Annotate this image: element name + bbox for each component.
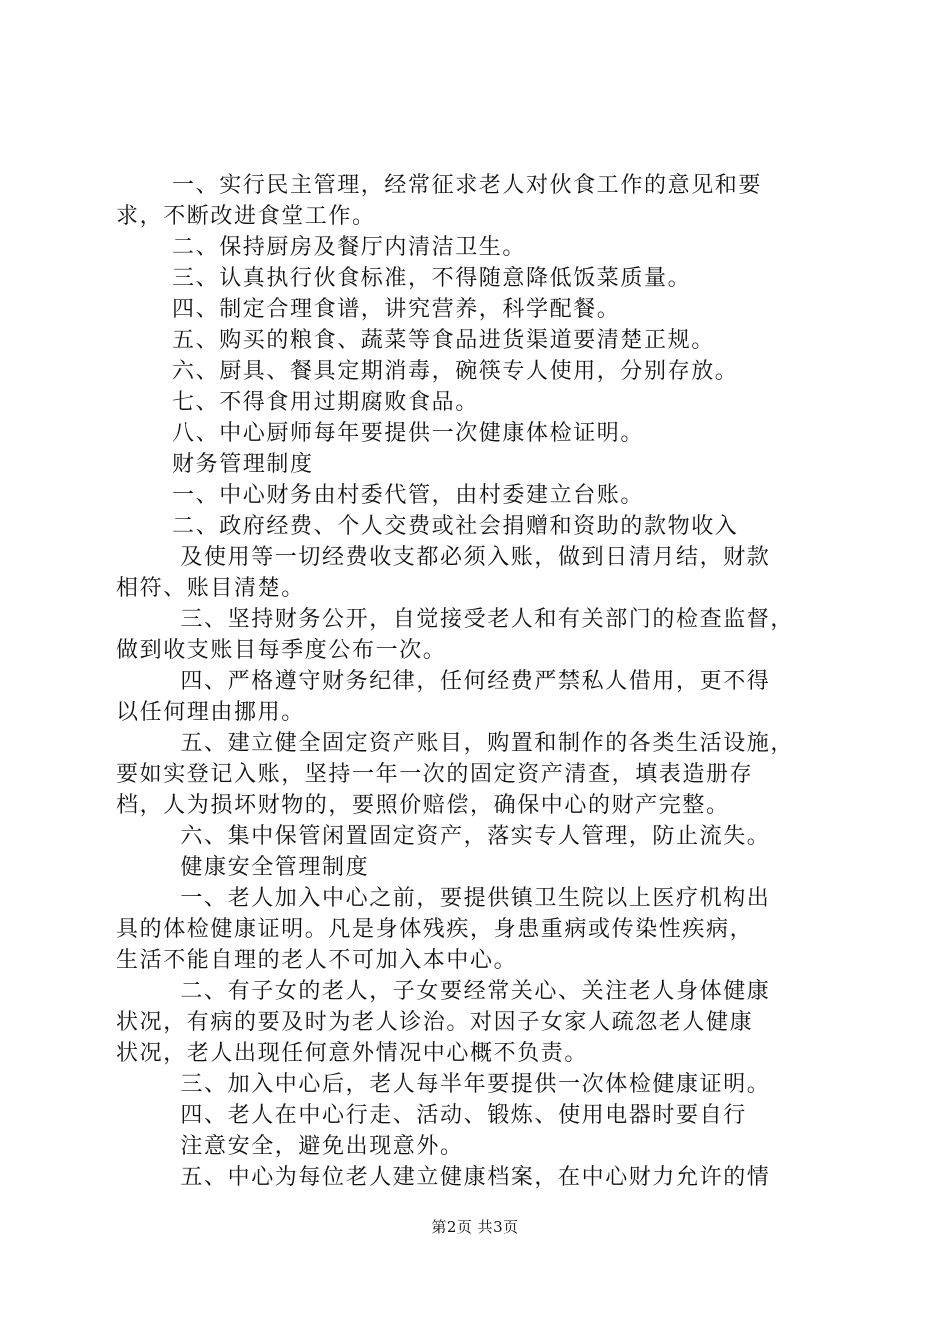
text-line: 档，人为损坏财物的，要照价赔偿，确保中心的财产完整。 — [116, 793, 730, 818]
text-line: 及使用等一切经费收支都必须入账，做到日清月结，财款 — [180, 545, 771, 570]
text-line: 一、老人加入中心之前，要提供镇卫生院以上医疗机构出 — [180, 886, 771, 911]
text-line: 状况，有病的要及时为老人诊治。对因子女家人疏忽老人健康 — [116, 1010, 754, 1035]
text-line: 五、建立健全固定资产账目，购置和制作的各类生活设施， — [180, 731, 794, 756]
page-footer: 第2页 共3页 — [431, 1218, 519, 1236]
text-line: 五、购买的粮食、蔬菜等食品进货渠道要清楚正规。 — [172, 328, 715, 353]
text-line: 四、制定合理食谱，讲究营养，科学配餐。 — [172, 297, 621, 322]
text-line: 七、不得食用过期腐败食品。 — [172, 390, 479, 415]
text-line: 三、认真执行伙食标准，不得随意降低饭菜质量。 — [172, 266, 692, 291]
text-line: 四、老人在中心行走、活动、锻炼、使用电器时要自行 — [180, 1103, 747, 1128]
text-line: 一、实行民主管理，经常征求老人对伙食工作的意见和要 — [172, 173, 763, 198]
text-line: 六、厨具、餐具定期消毒，碗筷专人使用，分别存放。 — [172, 359, 739, 384]
text-line: 注意安全，避免出现意外。 — [180, 1134, 464, 1159]
text-line: 八、中心厨师每年要提供一次健康体检证明。 — [172, 421, 645, 446]
text-line: 二、政府经费、个人交费或社会捐赠和资助的款物收入 — [172, 514, 739, 539]
text-line: 财务管理制度 — [172, 452, 314, 477]
text-line: 相符、账目清楚。 — [116, 576, 305, 601]
text-line: 健康安全管理制度 — [180, 855, 370, 880]
text-line: 六、集中保管闲置固定资产，落实专人管理，防止流失。 — [180, 824, 771, 849]
text-line: 二、有子女的老人，子女要经常关心、关注老人身体健康 — [180, 979, 771, 1004]
text-line: 以任何理由挪用。 — [116, 700, 305, 725]
text-line: 三、加入中心后，老人每半年要提供一次体检健康证明。 — [180, 1072, 771, 1097]
text-line: 三、坚持财务公开，自觉接受老人和有关部门的检查监督， — [180, 607, 794, 632]
text-line: 四、严格遵守财务纪律，任何经费严禁私人借用，更不得 — [180, 669, 771, 694]
text-line: 求，不断改进食堂工作。 — [116, 204, 376, 229]
text-line: 具的体检健康证明。凡是身体残疾，身患重病或传染性疾病， — [116, 917, 754, 942]
document-body — [116, 170, 836, 1193]
text-line: 二、保持厨房及餐厅内清洁卫生。 — [172, 235, 527, 260]
text-line: 做到收支账目每季度公布一次。 — [116, 638, 447, 663]
text-line: 状况，老人出现任何意外情况中心概不负责。 — [116, 1041, 589, 1066]
text-line: 一、中心财务由村委代管，由村委建立台账。 — [172, 483, 645, 508]
text-line: 生活不能自理的老人不可加入本中心。 — [116, 948, 518, 973]
text-line: 五、中心为每位老人建立健康档案，在中心财力允许的情 — [180, 1165, 771, 1190]
text-line: 要如实登记入账，坚持一年一次的固定资产清查，填表造册存 — [116, 762, 754, 787]
